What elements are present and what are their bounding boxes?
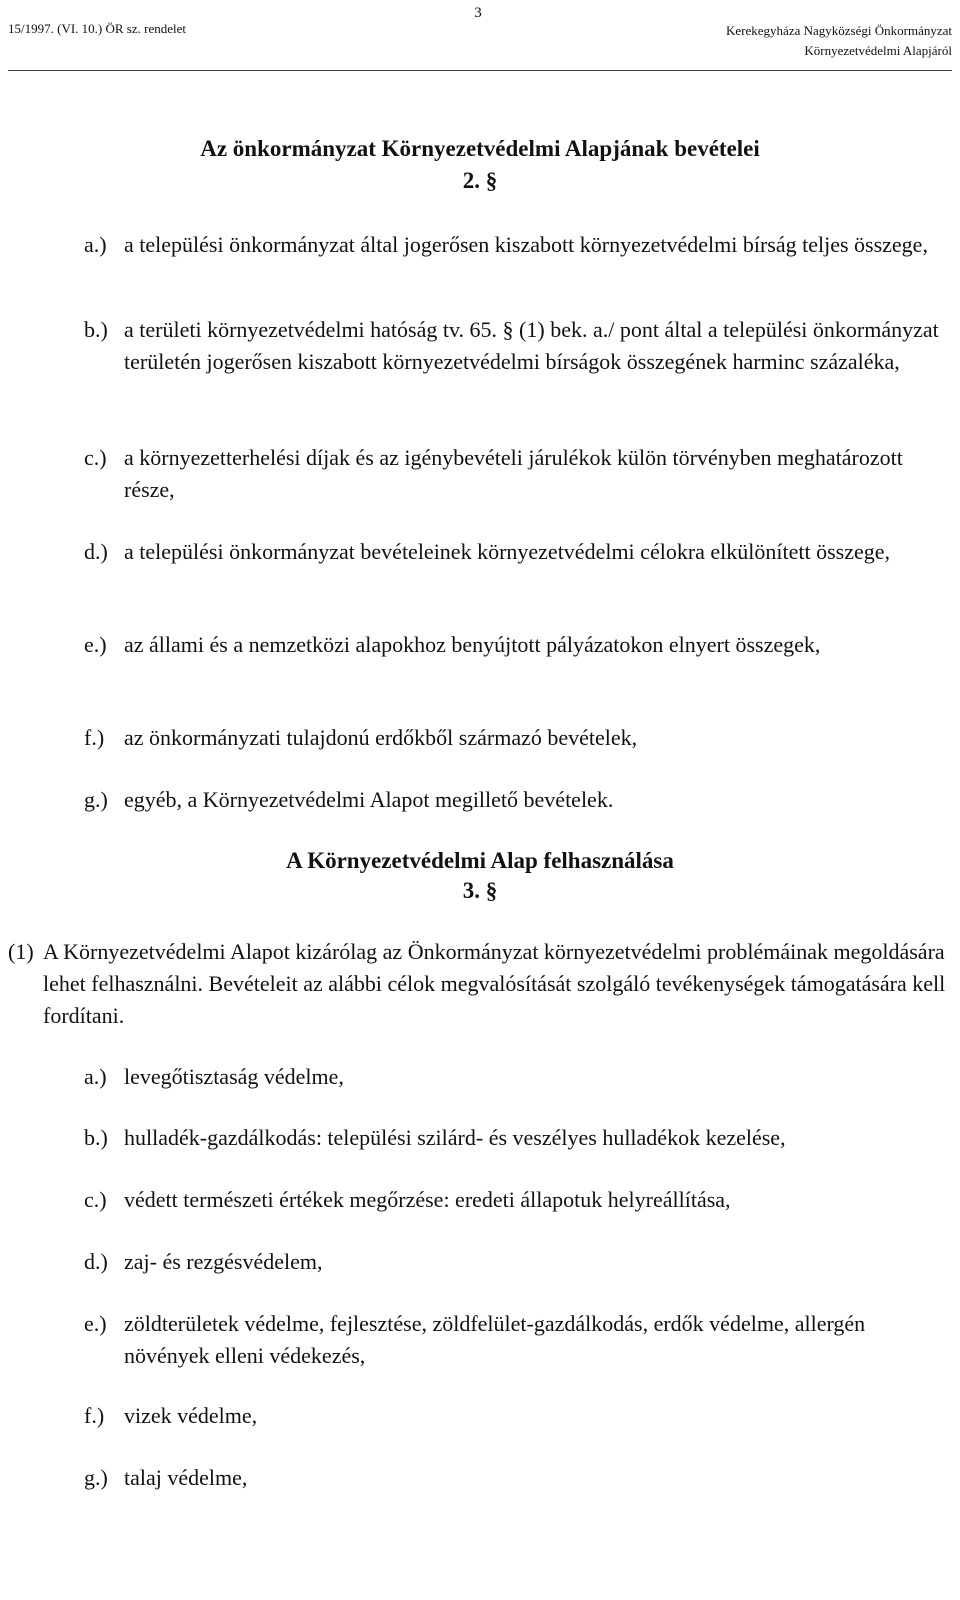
item-marker: f.)	[84, 725, 105, 750]
item-text: hulladék-gazdálkodás: települési szilárd- és veszélyes hulladékok kezelése,	[124, 1125, 786, 1150]
item-text: az állami és a nemzetközi alapokhoz benyújtott pályázatokon elnyert összegek,	[124, 632, 821, 657]
list-item	[84, 1184, 954, 1216]
section-3-title: A Környezetvédelmi Alap felhasználása	[286, 848, 674, 873]
municipality-name: Kerekegyháza Nagyközségi Önkormányzat	[726, 23, 952, 38]
decree-reference: 15/1997. (VI. 10.) ÖR sz. rendelet	[8, 21, 186, 36]
item-text: talaj védelme,	[124, 1465, 248, 1490]
item-text: egyéb, a Környezetvédelmi Alapot megillető bevételek.	[124, 787, 614, 812]
list-item	[84, 1462, 954, 1494]
section-3-number: 3. §	[462, 878, 498, 903]
list-item	[84, 1400, 954, 1432]
section-2-title: Az önkormányzat Környezetvédelmi Alapjának bevételei	[200, 136, 760, 161]
item-text: a területi környezetvédelmi hatóság tv. 65. § (1) bek. a./ pont által a települési önkormányzat területén jogerősen kiszabott környezetvédelmi bírságok összegének harminc százaléka,	[124, 317, 939, 374]
list-item	[84, 536, 954, 568]
item-marker: a.)	[84, 232, 107, 257]
item-marker: c.)	[84, 1187, 107, 1212]
list-item	[84, 1061, 954, 1093]
header-divider	[8, 70, 952, 71]
item-marker: b.)	[84, 317, 108, 342]
list-item	[84, 1308, 954, 1372]
list-item	[84, 1122, 954, 1154]
list-item	[84, 722, 954, 754]
item-text: védett természeti értékek megőrzése: eredeti állapotuk helyreállítása,	[124, 1187, 731, 1212]
item-marker: e.)	[84, 632, 107, 657]
item-marker: d.)	[84, 539, 108, 564]
item-text: zöldterületek védelme, fejlesztése, zöldfelület-gazdálkodás, erdők védelme, allergén növények elleni védekezés,	[124, 1311, 866, 1368]
list-item	[84, 629, 954, 661]
item-marker: e.)	[84, 1311, 107, 1336]
fund-name: Környezetvédelmi Alapjáról	[804, 43, 952, 58]
header-right	[726, 21, 952, 61]
list-item	[84, 314, 954, 378]
page-number: 3	[474, 5, 482, 21]
item-text: vizek védelme,	[124, 1403, 258, 1428]
item-text: a települési önkormányzat által jogerősen kiszabott környezetvédelmi bírság teljes összege,	[124, 232, 928, 257]
paragraph-text: A Környezetvédelmi Alapot kizárólag az Önkormányzat környezetvédelmi problémáinak megoldására lehet felhasználni. Bevételeit az alábbi célok megvalósítását szolgáló tevékenységek támogatására kell fordítani.	[43, 939, 946, 1028]
list-item	[84, 1246, 954, 1278]
list-item	[84, 229, 954, 261]
section-2-number: 2. §	[462, 168, 498, 193]
item-text: a települési önkormányzat bevételeinek környezetvédelmi célokra elkülönített összege,	[124, 539, 891, 564]
item-marker: g.)	[84, 1465, 108, 1490]
item-text: levegőtisztaság védelme,	[124, 1064, 344, 1089]
item-marker: d.)	[84, 1249, 108, 1274]
item-marker: g.)	[84, 787, 108, 812]
paragraph-marker: (1)	[8, 939, 34, 964]
page-header	[0, 0, 960, 72]
item-marker: f.)	[84, 1403, 105, 1428]
list-item	[84, 784, 954, 816]
paragraph-1	[8, 936, 953, 1032]
item-text: a környezetterhelési díjak és az igénybevételi járulékok külön törvényben meghatározott része,	[124, 445, 903, 502]
item-marker: a.)	[84, 1064, 107, 1089]
list-item	[84, 442, 954, 506]
item-text: zaj- és rezgésvédelem,	[124, 1249, 323, 1274]
item-marker: c.)	[84, 445, 107, 470]
item-marker: b.)	[84, 1125, 108, 1150]
item-text: az önkormányzati tulajdonú erdőkből származó bevételek,	[124, 725, 638, 750]
